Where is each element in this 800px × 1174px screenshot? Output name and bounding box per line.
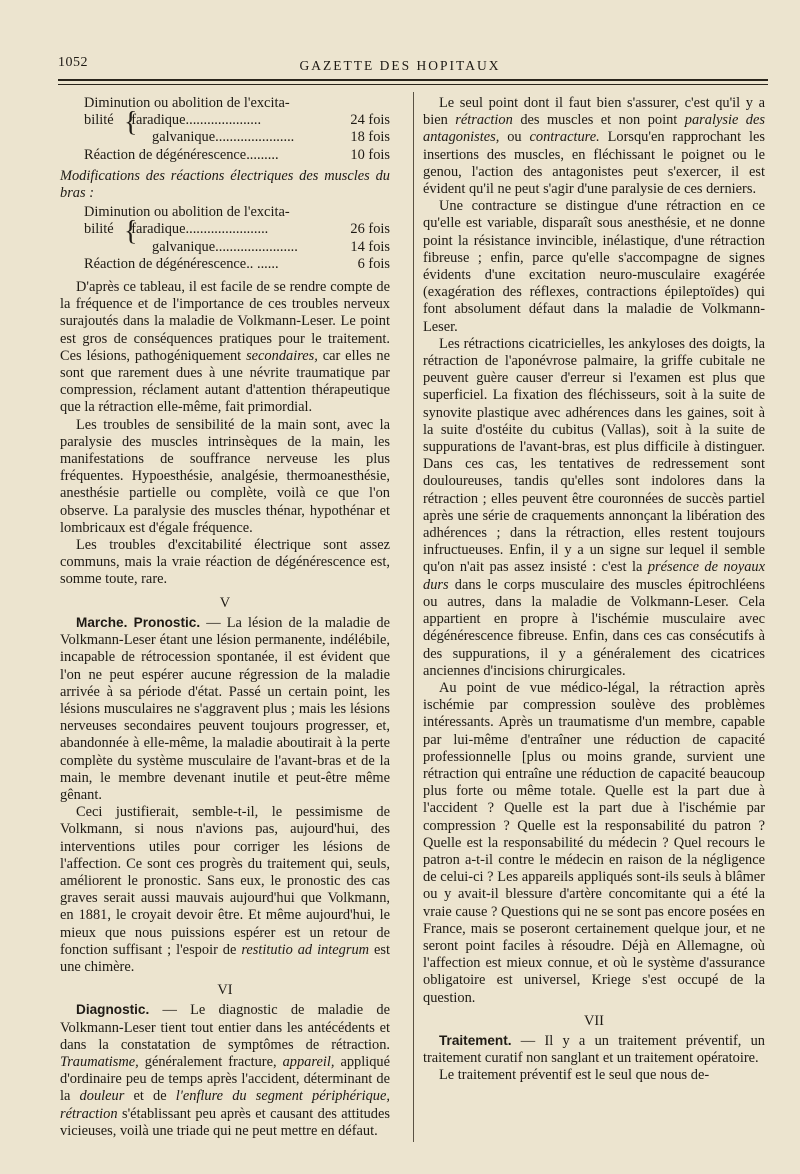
bilite-label: bilité [84, 221, 114, 238]
electrical-table-arm [60, 204, 390, 273]
row-label: faradique..................... [131, 112, 262, 129]
paragraph: Ceci justifierait, semble-t-il, le pessimisme de Volkmann, si nous n'avions pas, aujourd'hui, des interventions utiles pour corriger les lésions de l'affection. Ce sont ces progrès du traitement qui, seuls, améliorent le pronostic. Sans eux, le pronostic des cas graves serait aussi mauvais aujourd'hui que Volkmann, en 1881, le croyait devoir être. Et même aujourd'hui, le mieux que nous puissions espérer est un retour de fonction suffisant ; l'espoir de restitutio ad integrum est une chimère. [60, 804, 390, 975]
paragraph: Une contracture se distingue d'une rétraction en ce qu'elle est variable, disparaît sous anesthésie, et ne donne point la résistance invincible, inélastique, d'une rétraction fibreuse ; enfin, parce qu'elle s'accompagne de signes évidents d'une excitation neuro-musculaire exagérée (exagération des réflexes, contractions épileptoïdes) qui font absolument défaut dans la maladie de Volkmann-Leser. [423, 198, 765, 335]
row-value: 18 fois [350, 129, 390, 146]
paragraph: Le traitement préventif est le seul que nous de- [439, 1067, 710, 1084]
paragraph: Les troubles d'excitabilité électrique sont assez communs, mais la vraie réaction de dégénérescence est, somme toute, rare. [60, 537, 390, 588]
bilite-label: bilité [84, 112, 114, 129]
section-heading: Diagnostic. [76, 1002, 150, 1018]
table-head: Diminution ou abolition de l'excita- [84, 95, 290, 111]
paragraph: Traitement. — Il y a un traitement préventif, un traitement curatif non sanglant et un traitement opératoire. [423, 1032, 765, 1067]
row-label: galvanique....................... [152, 238, 298, 255]
section-heading: Marche. Pronostic. [76, 614, 201, 630]
running-title: GAZETTE DES HOPITAUX [299, 58, 501, 73]
header-rule-thin [58, 84, 768, 85]
paragraph: Diagnostic. — Le diagnostic de maladie de Volkmann-Leser tient tout entier dans les antécédents et dans la constatation de symptômes de rétraction. Traumatisme, généralement fracture, appareil, appliqué d'ordinaire peu de temps après l'accident, déterminant de la douleur et de l'enflure du segment périphérique, rétraction s'établissant peu après et causant des attitudes vicieuses, voilà une triade qui ne peut mettre en défaut. [60, 1002, 390, 1139]
left-column [60, 95, 390, 1140]
paragraph: Le seul point dont il faut bien s'assurer, c'est qu'il y a bien rétraction des muscles et non point paralysie des antagonistes, ou contracture. Lorsqu'en rapprochant les insertions des muscles, en fléchissant le poignet ou le genou, l'action des antagonistes peut s'exercer, il est évident qu'il ne peut s'agir d'une paralysie de ces derniers. [423, 95, 765, 198]
right-column [423, 95, 765, 1085]
row-label: Réaction de dégénérescence......... [84, 146, 279, 163]
section-number: VII [584, 1012, 604, 1029]
column-divider [413, 92, 414, 1142]
paragraph: Les rétractions cicatricielles, les ankyloses des doigts, la rétraction de l'aponévrose palmaire, la griffe cubitale ne peuvent guère causer d'erreur si l'examen est plus que superficiel. La fixation des fléchisseurs, soit à la suite de synovite plastique avec adhérences dans les gaines, soit à la suite d'ostéite du cubitus (Vallas), soit à la suite de suppurations de l'avant-bras, est plus difficile à distinguer. Dans ces cas, les tentatives de redressement sont douloureuses, tandis qu'elles sont indolores dans la rétraction ; elles peuvent être couronnées de succès partiel après une série de craquements annonçant la libération des adhérences ; dans la rétraction, elles restent toujours infructueuses. Enfin, il y a un signe sur lequel il semble qu'on n'ait pas assez insisté : c'est la présence de noyaux durs dans le corps musculaire des muscles épitrochléens ou autres, dans la maladie de Volkmann-Leser. Cela appartient en propre à l'ischémie musculaire avec dégénérescence fibreuse. Enfin, dans ces cas consécutifs à des suppurations, il y a généralement des cicatrices anciennes d'incisions chirurgicales. [423, 335, 765, 679]
brace: { [124, 107, 138, 138]
brace: { [124, 216, 138, 248]
paragraph: Les troubles de sensibilité de la main sont, avec la paralysie des muscles intrinsèques de la main, les manifestations de souffrance nerveuse les plus fréquentes. Hypoesthésie, analgésie, thermoanesthésie, anesthésie partielle ou complète, voilà ce que l'on observe. La paralysie des muscles thénar, hypothénar et lombricaux est d'égale fréquence. [60, 416, 390, 536]
section-heading: Traitement. [439, 1032, 512, 1048]
caption-arm: Modifications des réactions électriques des muscles du bras : [60, 167, 390, 202]
row-value: 14 fois [350, 238, 390, 255]
paragraph: D'après ce tableau, il est facile de se rendre compte de la fréquence et de l'importance de ces troubles nerveux surajoutés dans la maladie de Volkmann-Leser. Le point est gros de conséquences pratiques pour le traitement. Ces lésions, pathogéniquement secondaires, car elles ne sont que rarement dues à une névrite traumatique par compression, réclament autant d'attention thérapeutique que la rétraction elle-même, fait primordial. [60, 279, 390, 416]
table-head: Diminution ou abolition de l'excita- [84, 204, 290, 221]
row-label: faradique....................... [131, 221, 269, 238]
row-value: 6 fois [357, 255, 390, 272]
row-value: 24 fois [350, 112, 390, 129]
row-value: 26 fois [350, 221, 390, 238]
row-value: 10 fois [350, 146, 390, 163]
electrical-table-forearm [60, 95, 390, 164]
header-rule-thick [58, 79, 768, 81]
paragraph: Au point de vue médico-légal, la rétraction après ischémie par compression soulève des problèmes intéressants. Après un traumatisme d'un membre, capable par lui-même d'entraîner une réduction de capacité professionnelle [plus ou moins grande, survient une rétraction qui entraîne une réduction de capacité beaucoup plus forte ou même totale. Quelle est la part due à l'accident ? Quelle est la part due à l'ischémie par compression ? Quelle est la responsabilité du patron ? Quelle est la responsabilité du médecin ? Quel recours le patron a-t-il contre le médecin en raison de la négligence de celui-ci ? Les appareils appliqués sont-ils seuls à blâmer ou y avait-il blessure d'artère concomitante qui a été la vraie cause ? Questions qui ne se sont pas encore posées en France, mais se poseront certainement quelque jour, et ne seront point faciles à résoudre. Déjà en Allemagne, où l'affection est mieux connue, et où le système d'assurance obligatoire est universel, Kriege s'est occupé de la question. [423, 679, 765, 1006]
row-label: galvanique...................... [152, 129, 295, 146]
row-label: Réaction de dégénérescence.. ...... [84, 255, 279, 272]
section-number: V [219, 594, 231, 611]
section-number: VI [217, 982, 233, 999]
page-number: 1052 [58, 55, 88, 70]
paragraph: Marche. Pronostic. — La lésion de la maladie de Volkmann-Leser étant une lésion permanente, indélébile, incapable de rétrocession spontanée, il est évident que l'on ne peut espérer aucune régression de la maladie arrivée à sa période d'état. Passé un certain point, les lésions musculaires ne s'aggravent plus ; mais les lésions nerveuses secondaires peuvent toujours progresser, et, abandonnée à elle-même, la maladie aboutirait à la perte complète du système musculaire de l'avant-bras et de la main, le membre devenant inutile et peut-être même gênant. [60, 614, 390, 803]
